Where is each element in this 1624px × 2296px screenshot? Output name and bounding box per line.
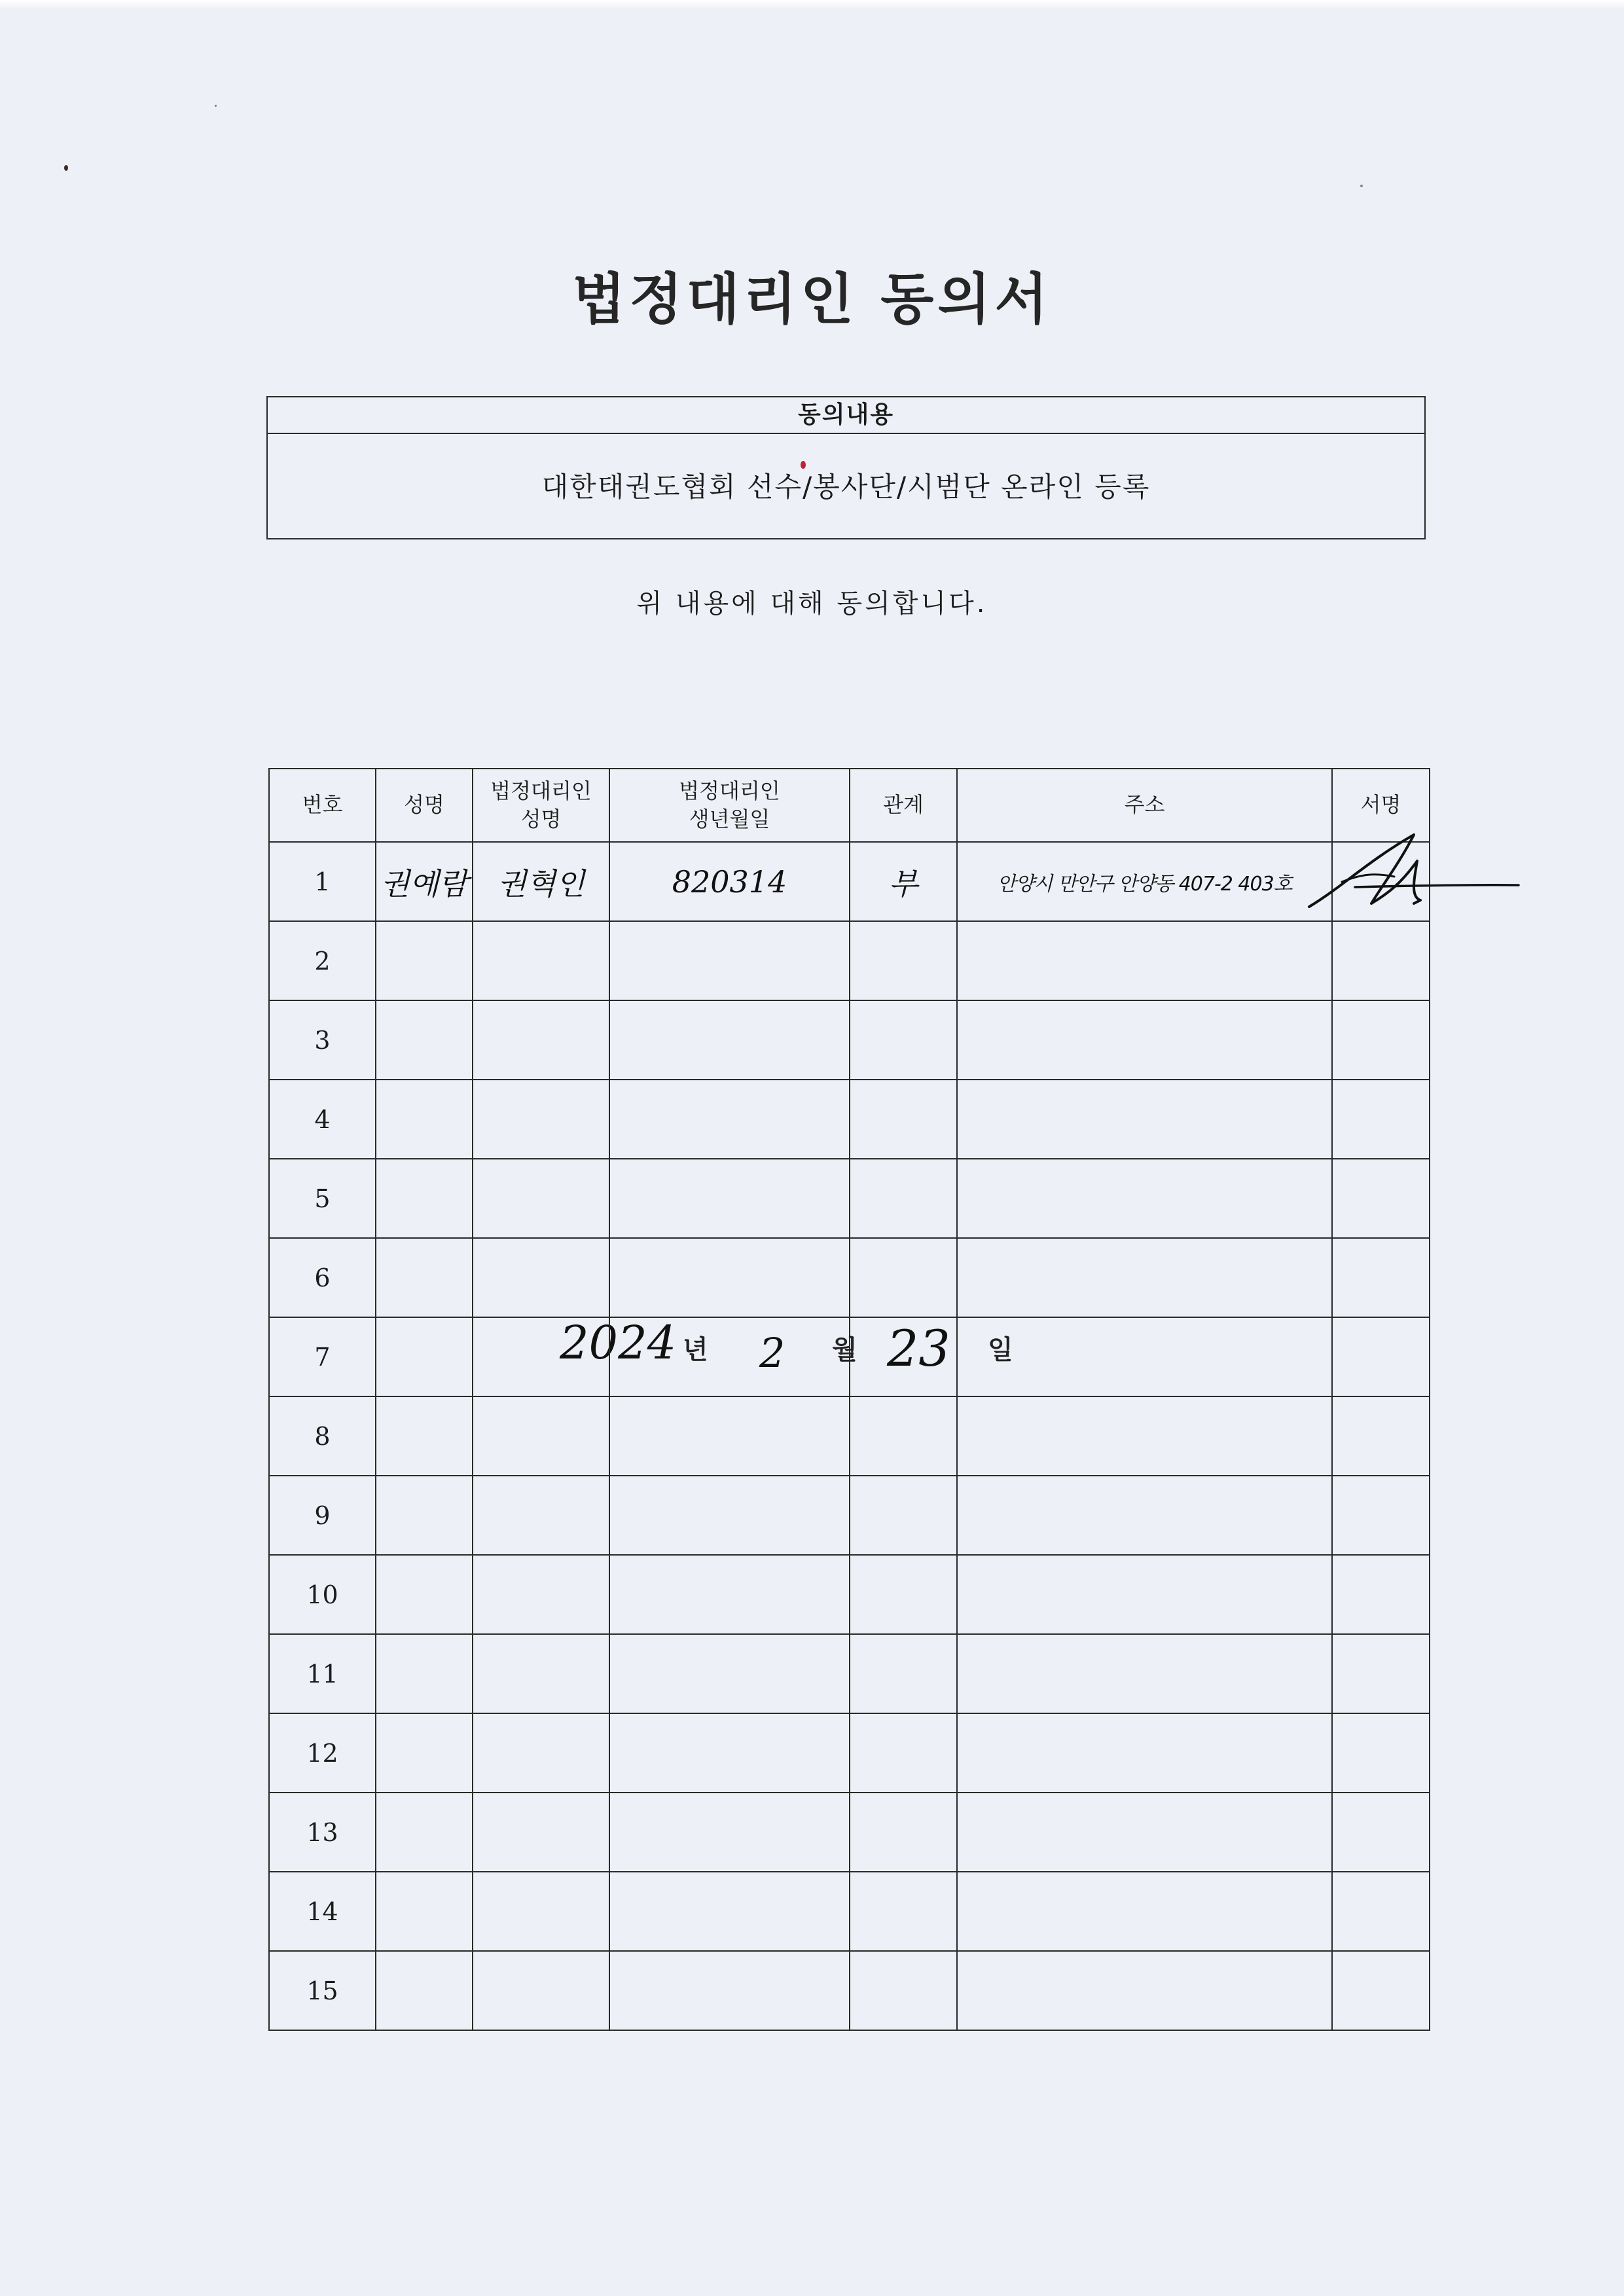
name-cell bbox=[376, 1793, 473, 1872]
date-year-label: 년 bbox=[683, 1335, 708, 1365]
header-guardian-name bbox=[473, 769, 609, 842]
signature-cell bbox=[1332, 1159, 1430, 1238]
address-cell bbox=[957, 1951, 1332, 2030]
agreement-statement: 위 내용에 대해 동의합니다. bbox=[636, 589, 988, 619]
signature-mark bbox=[1303, 822, 1525, 920]
guardian-dob-cell bbox=[609, 1317, 850, 1396]
date-year: 2024 bbox=[560, 1316, 677, 1370]
signature-cell bbox=[1332, 921, 1430, 1000]
table-row bbox=[269, 1317, 1430, 1396]
date-month: 2 bbox=[759, 1329, 785, 1377]
guardian-name-cell bbox=[473, 1238, 609, 1317]
guardian-name-cell bbox=[473, 1951, 609, 2030]
row-number-cell bbox=[269, 1951, 376, 2030]
address-cell bbox=[957, 1238, 1332, 1317]
row-number-cell bbox=[269, 1000, 376, 1080]
row-number-cell bbox=[269, 1555, 376, 1634]
header-guardian-dob-line2: 생년월일 bbox=[689, 807, 770, 831]
relation-cell bbox=[850, 1238, 957, 1317]
date-month-label: 월 bbox=[832, 1335, 857, 1365]
table-row bbox=[269, 1159, 1430, 1238]
name-cell bbox=[376, 1238, 473, 1317]
relation-cell bbox=[850, 1476, 957, 1555]
row-number-text: 4 bbox=[314, 1104, 331, 1134]
consent-content-box bbox=[266, 396, 1426, 539]
guardian-name-cell bbox=[473, 842, 609, 921]
guardian-name-cell bbox=[473, 1000, 609, 1080]
name-cell bbox=[376, 1872, 473, 1951]
relation-cell bbox=[850, 1317, 957, 1396]
guardian-dob-cell bbox=[609, 1396, 850, 1476]
guardian-name-cell bbox=[473, 1317, 609, 1396]
header-name: 성명 bbox=[376, 769, 473, 842]
table-row bbox=[269, 1555, 1430, 1634]
guardian-dob-cell bbox=[609, 1238, 850, 1317]
relation-cell bbox=[850, 1634, 957, 1713]
guardian-name-cell bbox=[473, 1159, 609, 1238]
address-text: 안양시 만안구 안양동 407-2 403호 bbox=[997, 872, 1292, 896]
relation-cell bbox=[850, 1000, 957, 1080]
name-cell bbox=[376, 1713, 473, 1793]
relation-cell bbox=[850, 1159, 957, 1238]
header-no: 번호 bbox=[269, 769, 376, 842]
scan-speck bbox=[64, 165, 68, 171]
row-number-text: 7 bbox=[314, 1342, 331, 1372]
address-cell bbox=[957, 1476, 1332, 1555]
header-guardian-name-line2: 성명 bbox=[520, 807, 562, 831]
relation-text: 부 bbox=[888, 866, 918, 902]
table-row bbox=[269, 1634, 1430, 1713]
consent-header: 동의내용 bbox=[268, 397, 1424, 434]
document-title: 법정대리인 동의서 bbox=[572, 267, 1052, 331]
guardian-dob-cell bbox=[609, 1951, 850, 2030]
row-number-cell bbox=[269, 1476, 376, 1555]
guardian-roster-table bbox=[268, 768, 1430, 2031]
name-cell bbox=[376, 1000, 473, 1080]
signature-cell bbox=[1332, 1000, 1430, 1080]
guardian-name-cell bbox=[473, 1476, 609, 1555]
address-cell bbox=[957, 1000, 1332, 1080]
header-guardian-dob bbox=[609, 769, 850, 842]
guardian-name-cell bbox=[473, 921, 609, 1000]
row-number-text: 9 bbox=[314, 1501, 331, 1530]
consent-body: 대한태권도협회 선수/봉사단/시범단 온라인 등록 bbox=[541, 471, 1151, 503]
scan-speck bbox=[1360, 185, 1363, 187]
relation-cell bbox=[850, 842, 957, 921]
row-number-text: 6 bbox=[314, 1263, 331, 1292]
header-address: 주소 bbox=[957, 769, 1332, 842]
table-row bbox=[269, 1951, 1430, 2030]
scan-speck bbox=[215, 105, 217, 107]
row-number-cell bbox=[269, 1159, 376, 1238]
address-cell bbox=[957, 1713, 1332, 1793]
guardian-name-cell bbox=[473, 1872, 609, 1951]
table-row bbox=[269, 1000, 1430, 1080]
signature-cell bbox=[1332, 1476, 1430, 1555]
guardian-dob-cell bbox=[609, 1159, 850, 1238]
row-number-text: 8 bbox=[314, 1421, 331, 1451]
guardian-name-cell bbox=[473, 1555, 609, 1634]
signature-cell bbox=[1332, 1951, 1430, 2030]
guardian-name-text: 권혁인 bbox=[497, 866, 585, 902]
guardian-dob-cell bbox=[609, 1080, 850, 1159]
table-row bbox=[269, 1080, 1430, 1159]
relation-cell bbox=[850, 1080, 957, 1159]
table-body bbox=[269, 842, 1430, 2030]
address-cell bbox=[957, 1080, 1332, 1159]
row-number-text: 14 bbox=[306, 1897, 338, 1926]
row-number-cell bbox=[269, 1872, 376, 1951]
signature-cell bbox=[1332, 1555, 1430, 1634]
address-cell bbox=[957, 1872, 1332, 1951]
row-number-text: 2 bbox=[314, 946, 331, 975]
address-cell bbox=[957, 1555, 1332, 1634]
name-cell bbox=[376, 1159, 473, 1238]
row-number-text: 10 bbox=[306, 1580, 338, 1609]
guardian-dob-cell bbox=[609, 1000, 850, 1080]
name-cell bbox=[376, 842, 473, 921]
name-cell bbox=[376, 1396, 473, 1476]
row-number-cell bbox=[269, 1634, 376, 1713]
row-number-text: 1 bbox=[314, 867, 331, 896]
signature-cell bbox=[1332, 1396, 1430, 1476]
guardian-name-cell bbox=[473, 1793, 609, 1872]
row-number-cell bbox=[269, 921, 376, 1000]
relation-cell bbox=[850, 1555, 957, 1634]
guardian-dob-cell bbox=[609, 842, 850, 921]
relation-cell bbox=[850, 1713, 957, 1793]
address-cell bbox=[957, 1159, 1332, 1238]
table-row bbox=[269, 842, 1430, 921]
table-row bbox=[269, 1713, 1430, 1793]
table-row bbox=[269, 1476, 1430, 1555]
guardian-name-cell bbox=[473, 1080, 609, 1159]
address-cell bbox=[957, 1793, 1332, 1872]
name-cell bbox=[376, 1476, 473, 1555]
address-cell bbox=[957, 842, 1332, 921]
row-number-cell bbox=[269, 1317, 376, 1396]
name-cell bbox=[376, 1634, 473, 1713]
guardian-name-cell bbox=[473, 1396, 609, 1476]
guardian-dob-cell bbox=[609, 1476, 850, 1555]
guardian-dob-cell bbox=[609, 1793, 850, 1872]
date-day-label: 일 bbox=[988, 1335, 1013, 1365]
table-row bbox=[269, 1872, 1430, 1951]
address-cell bbox=[957, 1396, 1332, 1476]
row-number-text: 13 bbox=[306, 1817, 338, 1847]
row-number-text: 12 bbox=[306, 1738, 338, 1768]
relation-cell bbox=[850, 921, 957, 1000]
name-cell bbox=[376, 921, 473, 1000]
relation-cell bbox=[850, 1396, 957, 1476]
signature-cell bbox=[1332, 1238, 1430, 1317]
row-number-text: 3 bbox=[314, 1025, 331, 1055]
signature-cell bbox=[1332, 1713, 1430, 1793]
guardian-dob-text: 820314 bbox=[672, 864, 787, 900]
name-cell bbox=[376, 1317, 473, 1396]
name-cell bbox=[376, 1555, 473, 1634]
row-number-cell bbox=[269, 1396, 376, 1476]
row-number-text: 5 bbox=[314, 1184, 331, 1213]
name-cell bbox=[376, 1951, 473, 2030]
signature-cell bbox=[1332, 1872, 1430, 1951]
header-signature: 서명 bbox=[1332, 769, 1430, 842]
table-row bbox=[269, 1238, 1430, 1317]
row-number-text: 11 bbox=[306, 1659, 338, 1688]
signature-cell bbox=[1332, 1317, 1430, 1396]
name-text: 권예람 bbox=[380, 866, 468, 902]
relation-cell bbox=[850, 1951, 957, 2030]
signature-cell bbox=[1332, 1634, 1430, 1713]
header-guardian-name-line1: 법정대리인 bbox=[490, 778, 592, 803]
name-cell bbox=[376, 1080, 473, 1159]
row-number-cell bbox=[269, 1080, 376, 1159]
guardian-dob-cell bbox=[609, 1713, 850, 1793]
guardian-name-cell bbox=[473, 1713, 609, 1793]
guardian-dob-cell bbox=[609, 1555, 850, 1634]
address-cell bbox=[957, 921, 1332, 1000]
relation-cell bbox=[850, 1793, 957, 1872]
signature-cell bbox=[1332, 1793, 1430, 1872]
row-number-text: 15 bbox=[306, 1976, 338, 2005]
table-row bbox=[269, 1793, 1430, 1872]
header-relation: 관계 bbox=[850, 769, 957, 842]
signature-cell bbox=[1332, 1080, 1430, 1159]
scan-top-edge bbox=[0, 0, 1624, 9]
address-cell bbox=[957, 1634, 1332, 1713]
row-number-cell bbox=[269, 1793, 376, 1872]
table-header-row bbox=[269, 769, 1430, 842]
guardian-dob-cell bbox=[609, 1634, 850, 1713]
row-number-cell bbox=[269, 842, 376, 921]
guardian-dob-cell bbox=[609, 1872, 850, 1951]
table-row bbox=[269, 1396, 1430, 1476]
relation-cell bbox=[850, 1872, 957, 1951]
date-day: 23 bbox=[887, 1319, 950, 1377]
guardian-dob-cell bbox=[609, 921, 850, 1000]
guardian-name-cell bbox=[473, 1634, 609, 1713]
header-guardian-dob-line1: 법정대리인 bbox=[679, 778, 780, 803]
address-cell bbox=[957, 1317, 1332, 1396]
ink-mark bbox=[801, 461, 806, 469]
row-number-cell bbox=[269, 1238, 376, 1317]
row-number-cell bbox=[269, 1713, 376, 1793]
table-row bbox=[269, 921, 1430, 1000]
